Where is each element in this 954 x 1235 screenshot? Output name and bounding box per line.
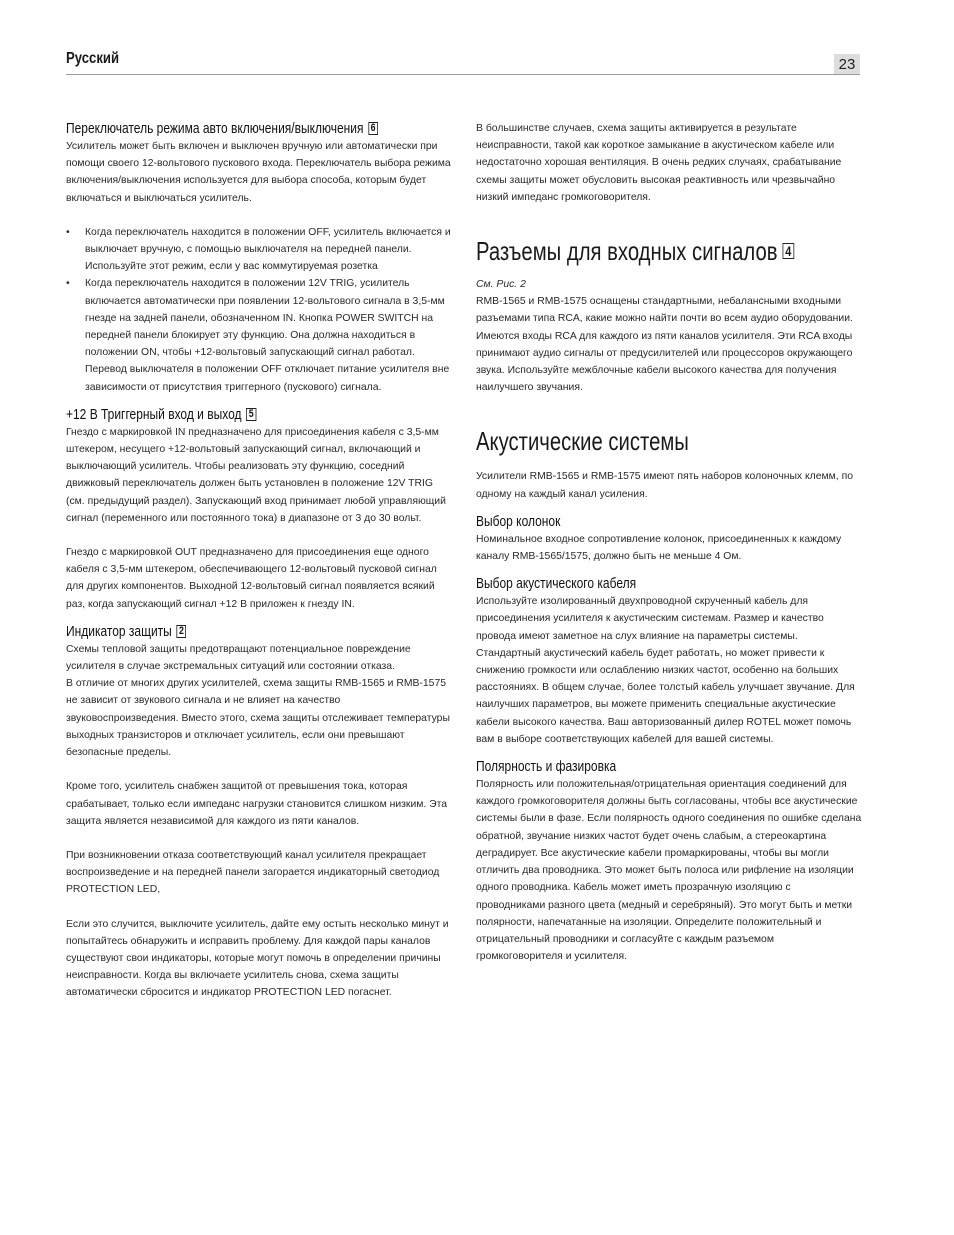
figure-badge: 4 — [782, 243, 794, 259]
section-heading: Акустические системы — [476, 426, 689, 457]
paragraph: В большинстве случаев, схема защиты активируется в результате неисправности, такой как короткое замыкание в акустическом кабеле или недостаточно хорошая вентиляция. В очень редких случаях, срабатывание схемы защиты может обусловить высокая реактивность или чрезвычайно низкий импеданс громкоговорителя. — [476, 123, 842, 203]
section-title: +12 В Триггерный вход и выход 5 — [66, 406, 375, 424]
paragraph: В отличие от многих других усилителей, схема защиты RMB-1565 и RMB-1575 не зависит от звукового сигнала и не влияет на качество звуковоспроизведения. Вместо этого, схема защиты отслеживает температуры выходных транзисторов и отключает усилитель, если они превышают безопасные пределы. — [66, 678, 450, 759]
language-label: Русский — [66, 50, 120, 67]
list-item: • Когда переключатель находится в положении OFF, усилитель включается и выключает вручную, с помощью выключателя на передней панели. Используйте этот режим, если у вас коммутируемая розетка — [66, 224, 452, 276]
subsection-title: Выбор акустического кабеля — [476, 575, 637, 593]
subsection-title: Полярность и фазировка — [476, 758, 617, 776]
paragraph: Гнездо с маркировкой OUT предназначено для присоединения еще одного кабеля с 3,5-мм штекером, обеспечивающего 12-вольтовый пусковой сигнал для других компонентов. Выходной 12-вольтовый сигнал появляется всякий раз, когда запускающий сигнал +12 В приложен к гнезду IN. — [66, 547, 437, 610]
section-auto-power — [66, 120, 452, 396]
section-title: Индикатор защиты 2 — [66, 623, 375, 641]
figure-badge: 5 — [246, 408, 256, 421]
paragraph: Номинальное входное сопротивление колонок, присоединенных к каждому каналу RMB-1565/1575, должно быть не меньше 4 Ом. — [476, 533, 842, 563]
figure-reference: См. Рис. 2 — [476, 279, 526, 291]
section-trigger — [66, 406, 452, 613]
paragraph: Используйте изолированный двухпроводной скрученный кабель для присоединения усилителя к акустическим системам. Размер и качество провода имеют заметное на слух влияние на параметры системы. Стандартный акустический кабель будет работать, но может привести к снижению громкости или ослаблению низких частот, особенно на больших расстояниях. В общем случае, более толстый кабель улучшает звучание. Для наилучших параметров, вы можете применить специальные акустические кабели высокого качества. Ваш авторизованный дилер ROTEL может помочь вам в выборе соответствующих кабелей для вашей системы. — [476, 596, 855, 745]
paragraph: При возникновении отказа соответствующий канал усилителя прекращает воспроизведение и на передней панели загорается индикаторный светодиод PROTECTION LED, — [66, 849, 440, 896]
bullet-list — [66, 224, 452, 396]
section-heading: Разъемы для входных сигналов 4 — [476, 236, 777, 266]
right-column — [476, 120, 862, 965]
section-protection — [66, 623, 452, 1002]
subsection-title: Выбор колонок — [476, 512, 561, 530]
figure-badge: 2 — [177, 625, 187, 638]
paragraph: Усилители RMB-1565 и RMB-1575 имеют пять наборов колоночных клемм, по одному на каждый канал усиления. — [476, 471, 853, 500]
section-title: Переключатель режима авто включения/выключения 6 — [66, 120, 375, 138]
paragraph: Схемы тепловой защиты предотвращают потенциальное повреждение усилителя в случае экстремальных ситуаций или состоянии отказа. — [66, 643, 411, 673]
figure-badge: 6 — [368, 122, 378, 135]
list-item: • Когда переключатель находится в положении 12V TRIG, усилитель включается автоматически при появлении 12-вольтового сигнала в 3,5-мм гнезде на задней панели, обозначенном IN. Кнопка POWER SWITCH на передней панели блокирует эту функцию. Она должна находиться в положении ON, чтобы +12-вольтовый запускающий сигнал работал. Перевод выключателя в положении OFF отключает питание усилителя вне зависимости от присутствия триггерного (пускового) сигнала. — [66, 275, 452, 395]
left-column — [66, 120, 452, 1002]
header-divider — [66, 74, 860, 75]
section-inputs — [476, 236, 862, 396]
paragraph: Гнездо с маркировкой IN предназначено для присоединения кабеля с 3,5-мм штекером, несущего +12-вольтовый запускающий сигнал, включающий и выключающий усилитель. Чтобы реализовать эту функцию, соседний движковый переключатель должен быть установлен в положение 12V TRIG (см. предыдущий раздел). Запускающий вход принимает любой управляющий сигнал (переменного или постоянного тока) в диапазоне от 3 до 30 вольт. — [66, 426, 446, 524]
paragraph: RMB-1565 и RMB-1575 оснащены стандартными, небалансными входными разъемами типа RCA, какие можно найти почти во всем аудио оборудовании. Имеются входы RCA для каждого из пяти каналов усилителя. Эти RCA входы принимают аудио сигналы от предусилителей или процессоров окружающего звука. Используйте межблочные кабели высокого качества для получения наилучшего звучания. — [476, 296, 853, 394]
page-number: 23 — [834, 54, 860, 75]
section-speakers — [476, 426, 862, 965]
paragraph: Если это случится, выключите усилитель, дайте ему остыть несколько минут и попытайтесь обнаружить и исправить проблему. Для каждой пары каналов существуют свои индикаторы, которые могут помочь в определении причины неисправности. Когда вы включаете усилитель снова, схема защиты автоматически сбросится и индикатор PROTECTION LED погаснет. — [66, 918, 449, 999]
paragraph: Усилитель может быть включен и выключен вручную или автоматически при помощи своего 12-вольтового пускового входа. Переключатель выбора режима включения/выключения используется для выбора способа, которым будет включаться и выключаться усилитель. — [66, 141, 451, 204]
paragraph: Кроме того, усилитель снабжен защитой от превышения тока, которая срабатывает, только если импеданс нагрузки становится слишком низким. Эта защита является независимой для каждого из пяти каналов. — [66, 781, 448, 827]
paragraph: Полярность или положительная/отрицательная ориентация соединений для каждого громкоговорителя должны быть согласованы, чтобы все акустические системы были в фазе. Если полярность одного соединения по ошибке сделана обратной, звучание низких частот будет очень слабым, а стереокартина деградирует. Все акустические кабели промаркированы, чтобы вы могли отличить два проводника. Это может быть полоса или рифление на изоляции одного проводника. Кабель может иметь прозрачную изоляцию с проводниками разного цвета (медный и серебряный). Это могут быть и метки полярности, напечатанные на изоляции. Определите положительный и отрицательный проводники и согласуйте с каждым разъемом громкоговорителя и усилителя. — [476, 779, 862, 963]
